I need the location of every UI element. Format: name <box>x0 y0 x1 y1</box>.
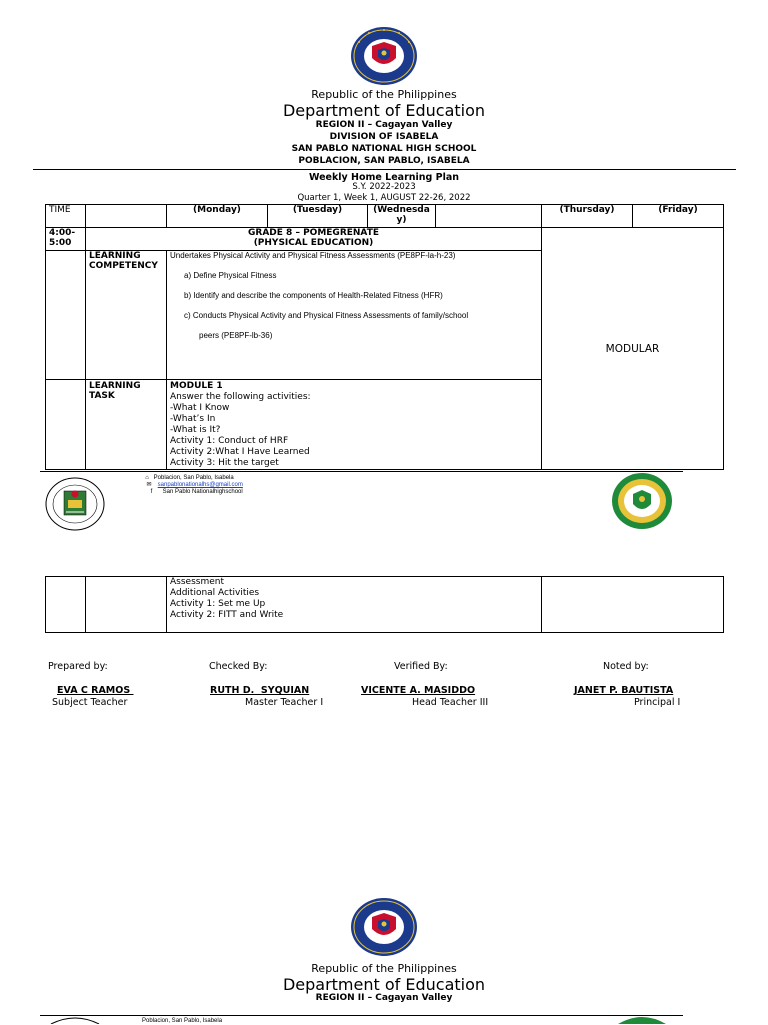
region-text: REGION II – Cagayan Valley <box>315 993 453 1003</box>
blank-cell <box>46 380 86 470</box>
department-title: Department of Education <box>282 975 486 994</box>
task-title: MODULE 1 <box>170 381 223 391</box>
task-line: -What’s In <box>170 414 216 424</box>
blank-cell <box>86 577 167 633</box>
blank-cell <box>46 577 86 633</box>
task-line: Activity 2: FITT and Write <box>170 610 284 620</box>
verified-by-label: Verified By: <box>394 661 448 672</box>
email-icon: ✉ <box>146 482 152 488</box>
division-text: DIVISION OF ISABELA <box>329 132 439 142</box>
competency-label: LEARNING COMPETENCY <box>86 251 167 380</box>
modular-cell: MODULAR <box>542 228 724 470</box>
footer-facebook: San Pablo Nationalhighschool <box>162 489 243 495</box>
task-line: Answer the following activities: <box>170 392 311 402</box>
task-line: -What I Know <box>170 403 230 413</box>
location-icon: ⌂ <box>145 475 149 481</box>
competency-item-cont: peers (PE8PF-lb-36) <box>199 331 273 340</box>
learning-plan-table <box>45 204 724 470</box>
header-divider <box>33 169 736 170</box>
competency-item: a) Define Physical Fitness <box>184 271 277 280</box>
department-title: Department of Education <box>282 101 486 120</box>
blank-header-cell <box>86 205 167 228</box>
republic-text: Republic of the Philippines <box>311 88 457 101</box>
task-line: Additional Activities <box>170 588 260 598</box>
day-friday: (Friday) <box>633 205 724 228</box>
time-header: TIME <box>46 205 86 228</box>
school-name: SAN PABLO NATIONAL HIGH SCHOOL <box>291 144 477 154</box>
day-monday: (Monday) <box>167 205 268 228</box>
task-line: Activity 3: Hit the target <box>170 458 279 468</box>
task-line: Activity 2:What I Have Learned <box>170 447 310 457</box>
competency-item: c) Conducts Physical Activity and Physical Fitness Assessments of family/school <box>184 311 469 320</box>
prepared-by-label: Prepared by: <box>48 661 108 672</box>
blank-header-cell <box>436 205 542 228</box>
school-address: POBLACION, SAN PABLO, ISABELA <box>298 156 470 166</box>
table-header-row <box>46 205 724 228</box>
competency-item: b) Identify and describe the components of Health-Related Fitness (HFR) <box>184 291 443 300</box>
footer-address: Poblacion, San Pablo, Isabela <box>142 1018 223 1024</box>
facebook-icon: f <box>150 489 153 495</box>
quarter-week: Quarter 1, Week 1, AUGUST 22-26, 2022 <box>297 193 471 203</box>
task-line: Activity 1: Set me Up <box>170 599 266 609</box>
noted-by-role: Principal I <box>634 697 681 708</box>
verified-by-name: VICENTE A. MASIDDO <box>361 685 476 696</box>
noted-by-name: JANET P. BAUTISTA <box>574 685 674 696</box>
checked-by-role: Master Teacher I <box>245 697 324 708</box>
footer-facebook-line <box>142 489 243 496</box>
plan-title: Weekly Home Learning Plan <box>308 172 460 183</box>
footer-divider <box>40 1015 683 1016</box>
division-seal-logo <box>611 472 673 530</box>
continuation-table <box>45 576 724 633</box>
footer-address-line <box>142 475 243 482</box>
grade-section: GRADE 8 – POMEGRENATE <box>248 228 379 238</box>
blank-cell <box>542 577 724 633</box>
school-year: S.Y. 2022-2023 <box>352 182 416 192</box>
blank-cell <box>46 251 86 380</box>
checked-by-name: RUTH D. SYQUIAN <box>210 685 310 696</box>
task-content <box>167 380 542 470</box>
day-thursday: (Thursday) <box>542 205 633 228</box>
day-wednesday: (Wednesda y) <box>368 205 436 228</box>
task-line: Assessment <box>170 577 224 587</box>
competency-content <box>167 251 542 380</box>
competency-main: Undertakes Physical Activity and Physical Fitness Assessments (PE8PF-la-h-23) <box>170 251 456 260</box>
division-seal-logo <box>616 1016 668 1024</box>
task-line: Activity 1: Conduct of HRF <box>170 436 289 446</box>
footer-email-link[interactable]: sanpablonationalhs@gmail.com <box>157 482 243 488</box>
checked-by-label: Checked By: <box>209 661 268 672</box>
footer-divider <box>40 471 683 472</box>
prepared-by-name: EVA C RAMOS <box>57 685 134 696</box>
footer-contact-block <box>142 475 243 496</box>
grade-section-cell <box>86 228 542 251</box>
continuation-content <box>167 577 542 633</box>
continuation-row <box>46 577 724 633</box>
republic-text: Republic of the Philippines <box>311 962 457 975</box>
region-text: REGION II – Cagayan Valley <box>315 120 453 130</box>
school-seal-logo <box>45 1016 105 1024</box>
deped-seal-logo <box>349 26 419 86</box>
verified-by-role: Head Teacher III <box>412 697 489 708</box>
day-tuesday: (Tuesday) <box>268 205 368 228</box>
school-seal-logo <box>45 477 105 531</box>
task-label: LEARNING TASK <box>86 380 167 470</box>
footer-email-line <box>142 482 243 489</box>
prepared-by-role: Subject Teacher <box>52 697 128 708</box>
noted-by-label: Noted by: <box>603 661 649 672</box>
task-line: -What is It? <box>170 425 221 435</box>
subject-title: (PHYSICAL EDUCATION) <box>253 238 374 248</box>
deped-seal-logo <box>349 897 419 957</box>
time-slot-row <box>46 228 724 251</box>
time-slot: 4:00- 5:00 <box>46 228 86 251</box>
footer-address: Poblacion, San Pablo, Isabela <box>153 475 234 481</box>
